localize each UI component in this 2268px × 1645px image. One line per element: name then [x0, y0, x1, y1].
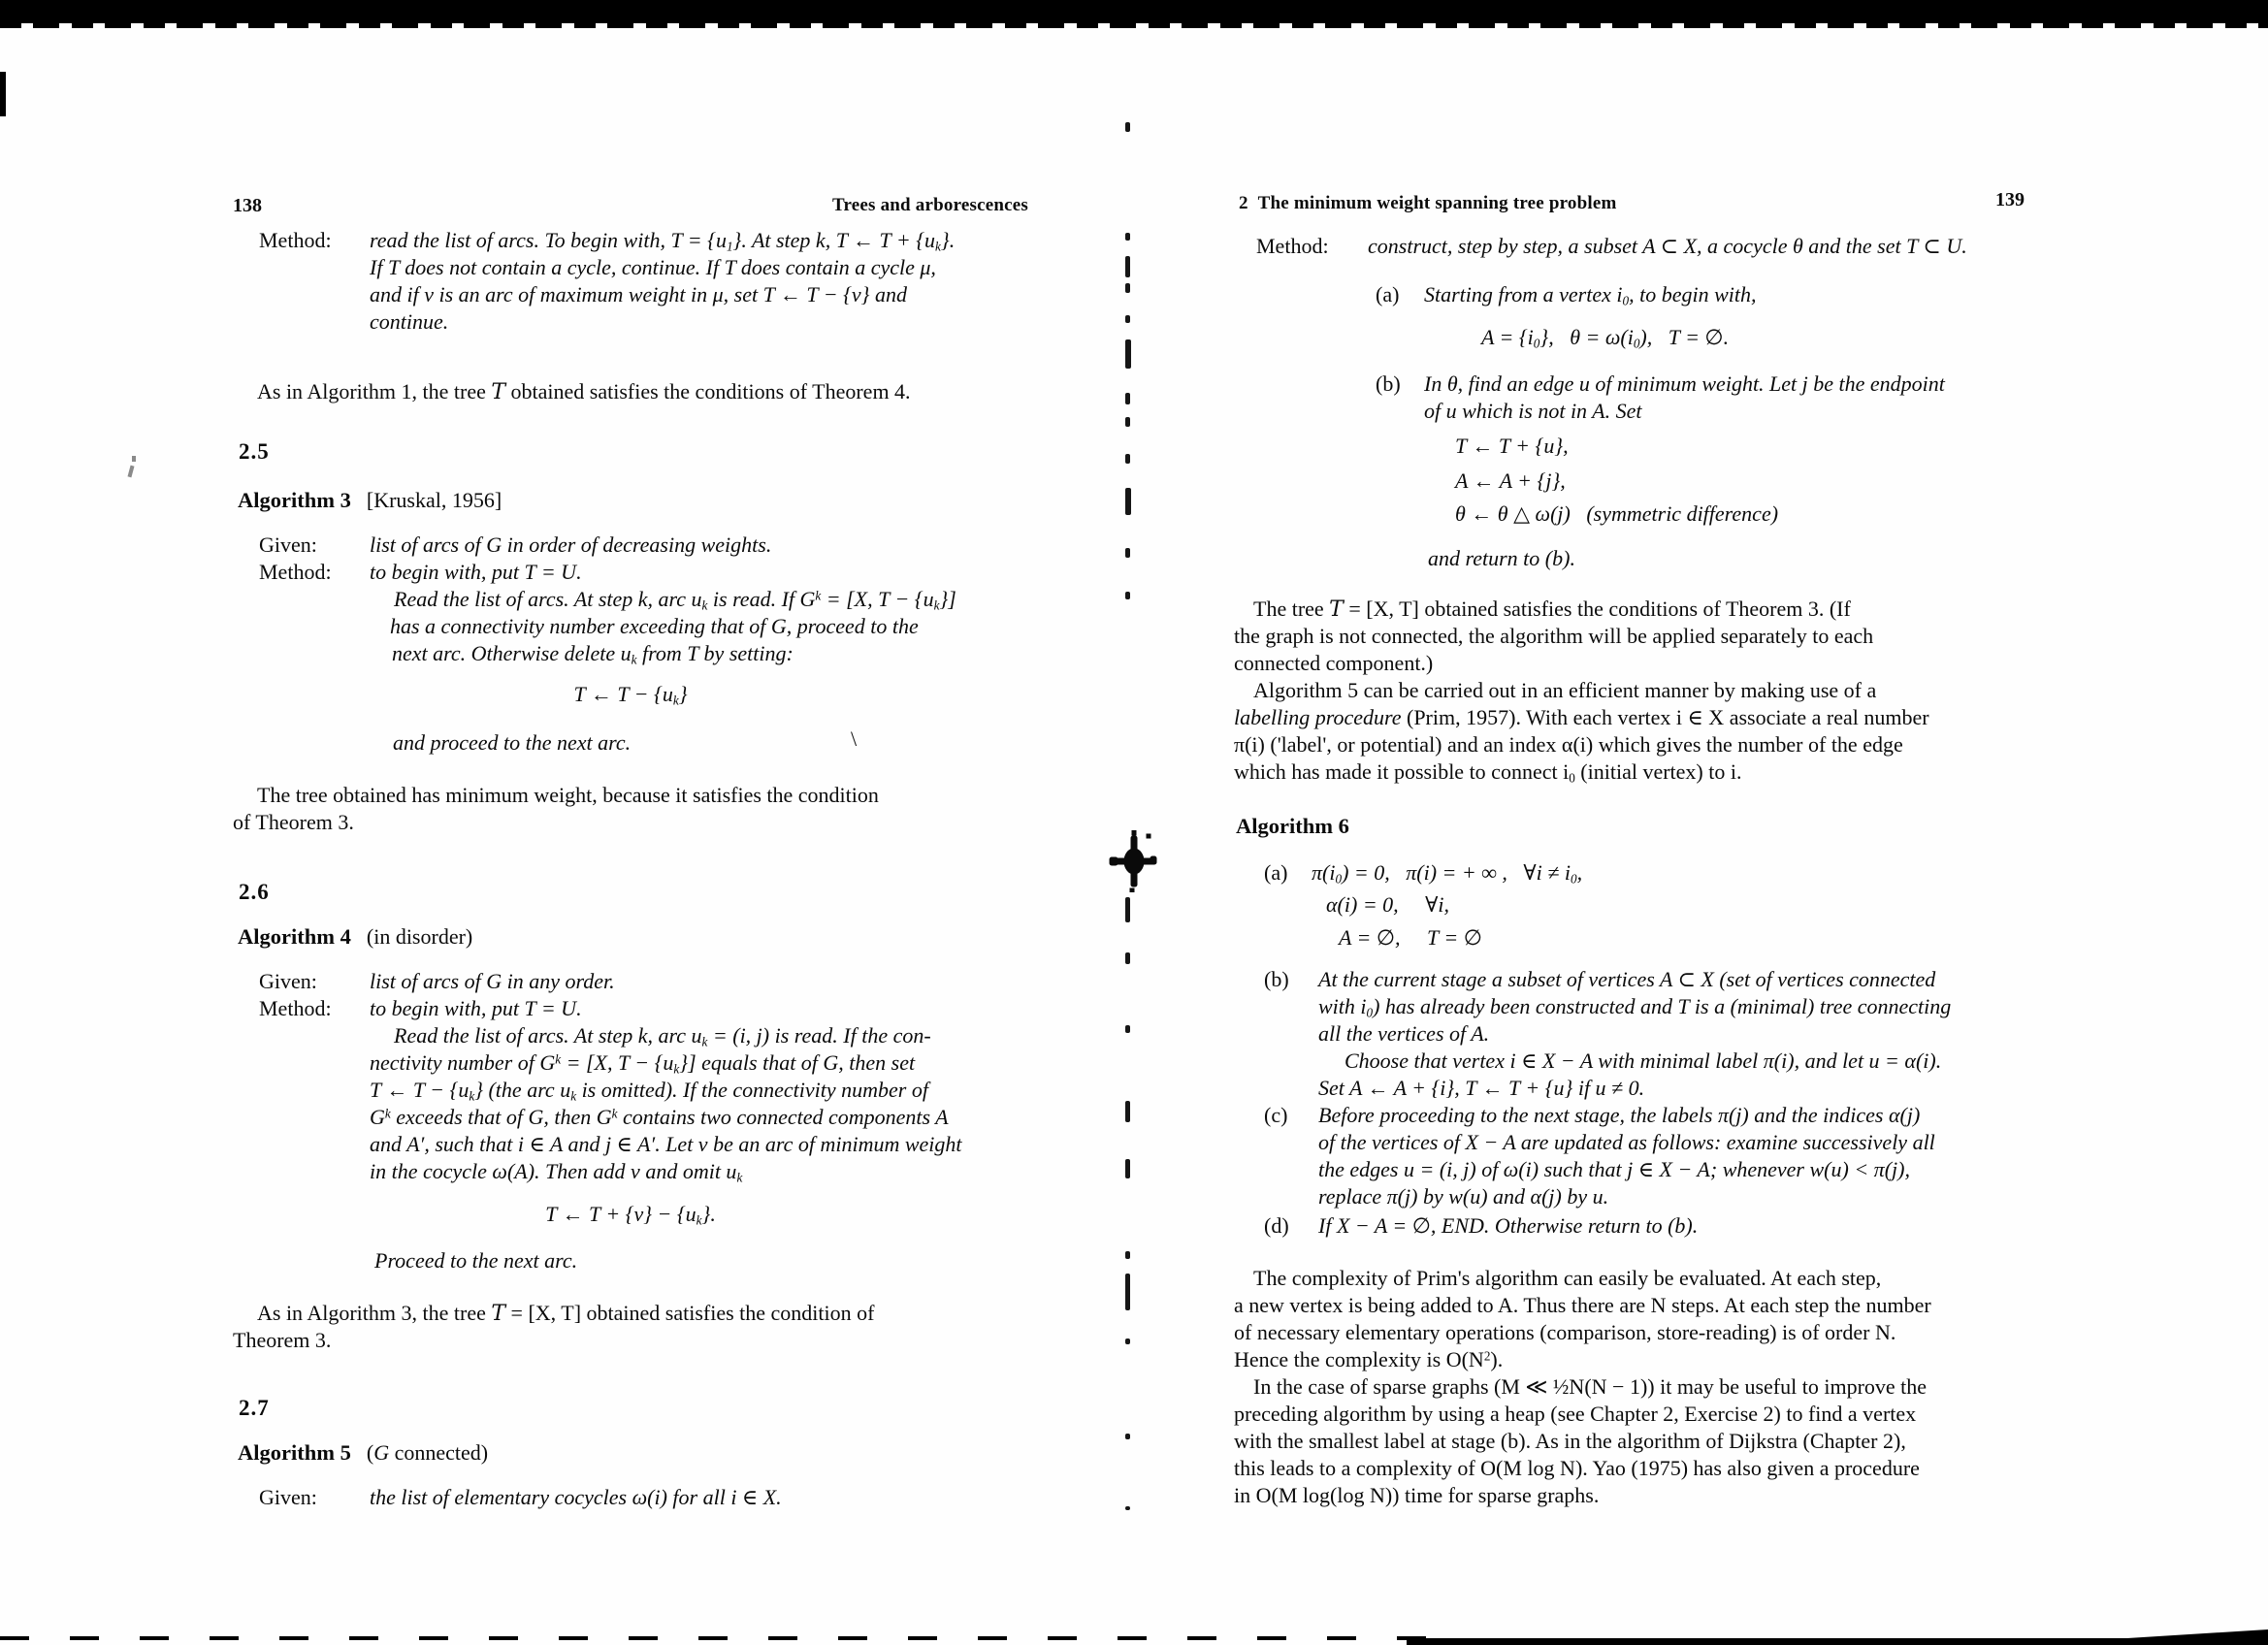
formula: A ← A + {j}, — [1455, 468, 1566, 493]
algorithm-3-note: [Kruskal, 1956] — [366, 488, 502, 512]
paragraph-line: In the case of sparse graphs (M ≪ ½N(N − 1)) it may be useful to improve the — [1253, 1374, 1928, 1399]
method-line: T ← $T - \{u_k\}$ (the arc $u_k$ is omitted). If the connectivity number of — [370, 1078, 928, 1104]
method-label: Method: — [1256, 234, 1329, 258]
method-line: read the list of arcs. To begin with, $T = \{u_1\}$. At step k, T ← $T + \{u_k\}$. — [370, 228, 956, 254]
paragraph-line: labelling procedure (Prim, 1957). With each vertex i ∈ X associate a real number — [1234, 705, 1929, 729]
method-intro: to begin with, put T = U. — [370, 996, 582, 1020]
item-6b-line: all the vertices of A. — [1318, 1021, 1490, 1046]
paragraph-line: a new vertex is being added to A. Thus there are N steps. At each step the number — [1234, 1293, 1931, 1317]
item-6b-tag: (b) — [1264, 967, 1289, 991]
method-label: Method: — [259, 560, 332, 584]
given-text: the list of elementary cocycles ω(i) for all i ∈ X. — [370, 1485, 782, 1509]
running-head-text: The minimum weight spanning tree problem — [1257, 193, 1617, 213]
algorithm-3-heading — [238, 487, 502, 514]
method-line: has a connectivity number exceeding that of G, proceed to the — [390, 614, 919, 638]
given-label: Given: — [259, 532, 317, 557]
item-6b-line: At the current stage a subset of vertices A ⊂ X (set of vertices connected — [1318, 967, 1936, 991]
scan-edge-mark — [0, 72, 6, 116]
formula: T ← $T - \{u_k\}$ — [573, 682, 688, 708]
item-6b-line: Choose that vertex i ∈ X − A with minimal label π(i), and let u = α(i). — [1345, 1048, 1942, 1073]
return-note: and return to (b). — [1428, 546, 1575, 570]
item-6c-line: of the vertices of X − A are updated as follows: examine successively all — [1318, 1130, 1935, 1154]
gutter-mark — [1125, 233, 1130, 241]
gutter-mark — [1125, 256, 1130, 277]
item-6c-line: the edges u = (i, j) of ω(i) such that j ∈ X − A; whenever w(u) < π(j), — [1318, 1157, 1910, 1181]
formula: T ← T + {u}, — [1455, 434, 1569, 458]
paragraph-line: Algorithm 5 can be carried out in an efficient manner by making use of a — [1253, 678, 1877, 702]
gutter-mark — [1125, 393, 1130, 404]
page-number-right: 139 — [1995, 189, 2025, 210]
method-line: and A′, such that i ∈ A and j ∈ A′. Let v be an arc of minimum weight — [370, 1132, 962, 1156]
gutter-mark — [1125, 315, 1130, 323]
method-intro: to begin with, put T = U. — [370, 560, 582, 584]
gutter-mark — [1125, 1434, 1130, 1439]
algorithm-5-title: Algorithm 5 — [238, 1440, 351, 1465]
gutter-mark — [1125, 488, 1131, 515]
given-text: list of arcs of G in any order. — [370, 969, 615, 993]
method-line: Read the list of arcs. At step k, arc $u_k$ is read. If $G^k = [X$, $T - \{u_k\}$] — [394, 587, 956, 613]
paragraph-line: The complexity of Prim's algorithm can easily be evaluated. At each step, — [1253, 1266, 1882, 1290]
item-6b-line: with $i_0$) has already been constructed and T is a (minimal) tree connecting — [1318, 994, 1952, 1020]
paragraph-line: Theorem 3. — [233, 1328, 332, 1352]
item-b-line: In θ, find an edge u of minimum weight. Let j be the endpoint — [1424, 371, 1945, 396]
gutter-mark — [1125, 339, 1131, 369]
method-tail: Proceed to the next arc. — [374, 1248, 578, 1273]
gutter-mark — [1125, 417, 1130, 427]
algorithm-4-heading — [238, 923, 472, 951]
paragraph-line: Hence the complexity is $O(N^2)$. — [1234, 1347, 1504, 1371]
gutter-mark — [1125, 1025, 1130, 1033]
paragraph-line: in O(M log(log N)) time for sparse graphs. — [1234, 1483, 1600, 1507]
gutter-mark — [1125, 283, 1130, 293]
paragraph-line: The tree obtained has minimum weight, because it satisfies the condition — [257, 783, 879, 807]
given-text: list of arcs of G in order of decreasing weights. — [370, 532, 772, 557]
method-line: continue. — [370, 309, 449, 334]
gutter-mark — [1125, 897, 1130, 922]
page-number-left: 138 — [233, 195, 262, 216]
gutter-mark — [1125, 1274, 1130, 1310]
margin-smudge — [126, 456, 140, 481]
item-6c-line: Before proceeding to the next stage, the labels π(j) and the indices α(j) — [1318, 1103, 1921, 1127]
running-head-left: Trees and arborescences — [832, 195, 1028, 215]
paragraph-line: which has made it possible to connect $i_0$ (initial vertex) to i. — [1234, 759, 1742, 786]
method-line: If T does not contain a cycle, continue. If T does contain a cycle μ, — [370, 255, 936, 279]
gutter-mark — [1125, 1339, 1130, 1344]
item-6b-line: Set A ← A + {i}, T ← T + {u} if u ≠ 0. — [1318, 1076, 1645, 1100]
method-label: Method: — [259, 228, 332, 252]
algorithm-4-title: Algorithm 4 — [238, 924, 351, 949]
gutter-mark — [1125, 1506, 1130, 1510]
paragraph-line: this leads to a complexity of O(M log N). Yao (1975) has also given a procedure — [1234, 1456, 1920, 1480]
item-6a-tag: (a) — [1264, 860, 1288, 885]
paragraph-line: preceding algorithm by using a heap (see Chapter 2, Exercise 2) to find a vertex — [1234, 1402, 1917, 1426]
paragraph-line: π(i) ('label', or potential) and an index α(i) which gives the number of the edge — [1234, 732, 1903, 757]
item-a-text: Starting from a vertex $i_0$, to begin with, — [1424, 282, 1757, 308]
method-tail: and proceed to the next arc. — [393, 730, 632, 755]
section-number-2-5: 2.5 — [239, 439, 270, 464]
ink-smudge-star-icon — [1108, 830, 1162, 892]
item-6a-line: α(i) = 0, ∀i, — [1326, 892, 1450, 917]
gutter-mark — [1125, 1101, 1130, 1122]
item-6a-line: $\pi(i_0) = 0$, π(i) = + ∞ , ∀i ≠ $i_0$, — [1312, 860, 1583, 887]
section-number-2-7: 2.7 — [239, 1396, 270, 1420]
gutter-mark — [1125, 1251, 1130, 1259]
gutter-mark — [1125, 454, 1130, 464]
item-b-line: of u which is not in A. Set — [1424, 399, 1642, 423]
algorithm-4-note: (in disorder) — [366, 924, 473, 949]
given-label: Given: — [259, 1485, 317, 1509]
gutter-mark — [1125, 122, 1130, 132]
item-6d-tag: (d) — [1264, 1213, 1289, 1238]
formula: $A = \{i_0\}$, $\theta = \omega(i_0)$, T = ∅. — [1481, 325, 1730, 351]
method-line: next arc. Otherwise delete $u_k$ from T by setting: — [392, 641, 794, 667]
algorithm-5-note: (G connected) — [366, 1440, 489, 1465]
method-line: in the cocycle ω(A). Then add v and omit $u_k$ — [370, 1159, 743, 1185]
formula: T ← $T + \{v\} - \{u_k\}$. — [545, 1202, 716, 1228]
method-line: Read the list of arcs. At step k, arc $u_k = (i$, j) is read. If the con- — [394, 1023, 931, 1049]
paragraph-line: As in Algorithm 3, the tree T = [X, T] obtained satisfies the condition of — [257, 1301, 875, 1326]
method-text: construct, step by step, a subset A ⊂ X, a cocycle θ and the set T ⊂ U. — [1368, 234, 1967, 258]
chapter-number: 2 — [1239, 193, 1248, 213]
gutter-mark — [1125, 1159, 1130, 1178]
item-6d-line: If X − A = ∅, END. Otherwise return to (b). — [1318, 1213, 1699, 1238]
method-line: and if v is an arc of maximum weight in μ, set T ← T − {v} and — [370, 282, 907, 306]
paragraph-line: the graph is not connected, the algorithm will be applied separately to each — [1234, 624, 1874, 648]
algorithm-5-heading — [238, 1439, 488, 1467]
paragraph: As in Algorithm 1, the tree T obtained satisfies the conditions of Theorem 4. — [257, 379, 911, 404]
method-label: Method: — [259, 996, 332, 1020]
item-a-tag: (a) — [1376, 282, 1400, 306]
right-page — [1234, 0, 2025, 1645]
item-b-tag: (b) — [1376, 371, 1401, 396]
method-line: $G^k$ exceeds that of G, then $G^k$ contains two connected components A — [370, 1105, 949, 1129]
formula: θ ← θ △ ω(j) (symmetric difference) — [1455, 501, 1779, 526]
algorithm-3-title: Algorithm 3 — [238, 488, 351, 512]
left-page — [233, 0, 1028, 1645]
gutter-mark — [1125, 592, 1130, 599]
given-label: Given: — [259, 969, 317, 993]
item-6c-line: replace π(j) by w(u) and α(j) by u. — [1318, 1184, 1609, 1209]
paragraph-line: with the smallest label at stage (b). As in the algorithm of Dijkstra (Chapter 2), — [1234, 1429, 1906, 1453]
item-6a-line: A = ∅, T = ∅ — [1339, 925, 1482, 950]
paragraph-line: of Theorem 3. — [233, 810, 354, 834]
paragraph-line: The tree T = [X, T] obtained satisfies the conditions of Theorem 3. (If — [1253, 597, 1851, 622]
section-number-2-6: 2.6 — [239, 880, 270, 904]
gutter-mark — [1125, 952, 1130, 964]
paragraph-line: connected component.) — [1234, 651, 1434, 675]
method-line: nectivity number of $G^k = [X$, $T - \{u_k\}$] equals that of G, then set — [370, 1050, 916, 1077]
stray-mark: \ — [851, 726, 858, 751]
item-6c-tag: (c) — [1264, 1103, 1288, 1127]
paragraph-line: of necessary elementary operations (comparison, store-reading) is of order N. — [1234, 1320, 1896, 1344]
algorithm-6-title: Algorithm 6 — [1236, 814, 1349, 838]
gutter-mark — [1125, 548, 1130, 558]
